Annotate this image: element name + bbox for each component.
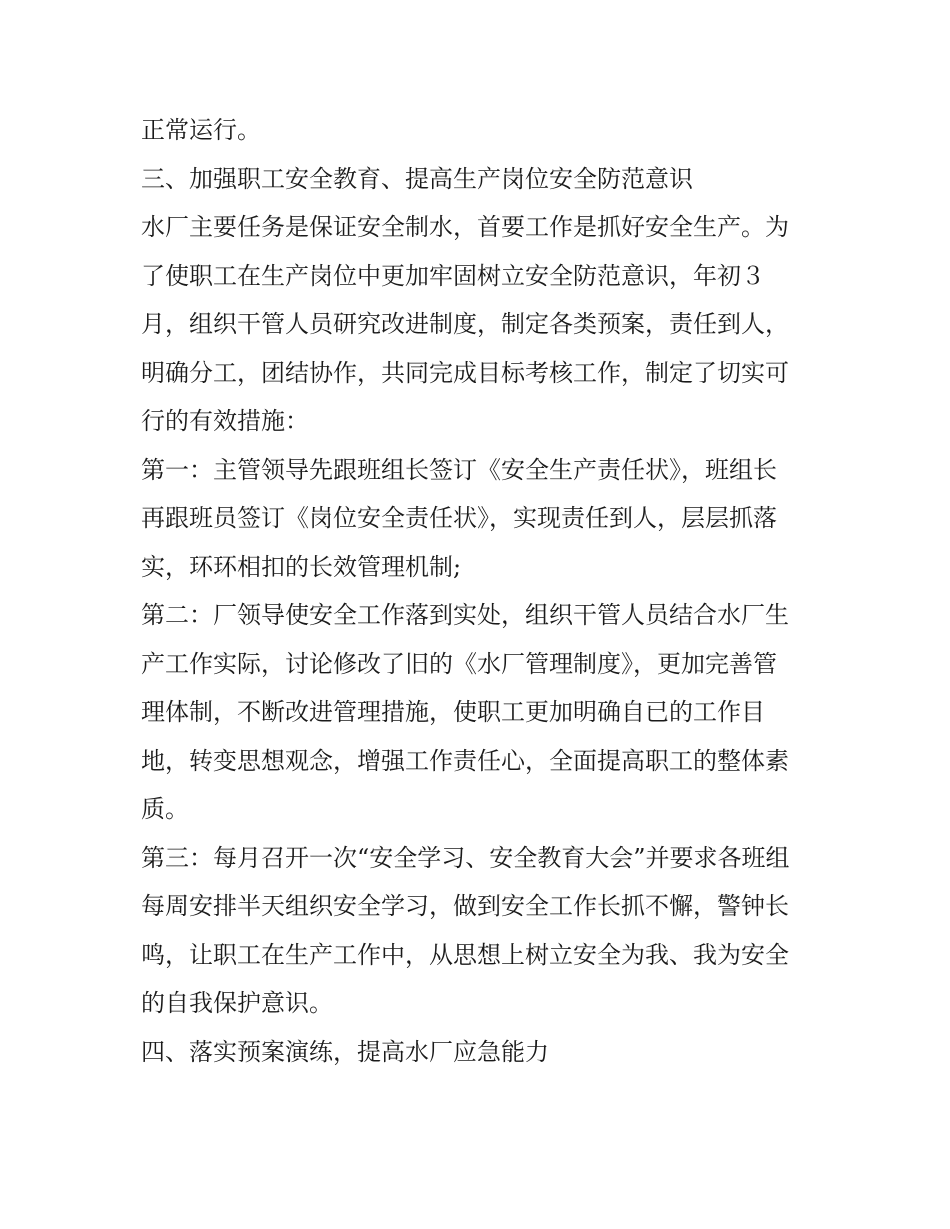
text-line-15: 质。: [141, 795, 189, 823]
text-line-13: 理体制，不断改进管理措施，使职工更加明确自已的工作目: [141, 698, 765, 726]
section-heading-4: 四、落实预案演练，提高水厂应急能力: [141, 1037, 549, 1066]
text-line-19: 的自我保护意识。: [141, 989, 333, 1017]
text-line-16: 第三：每月召开一次“安全学习、安全教育大会”并要求各班组: [141, 843, 790, 872]
text-line-4: 了使职工在生产岗位中更加牢固树立安全防范意识，年初３: [141, 261, 765, 290]
document-body: [141, 106, 821, 1076]
text-line-17: 每周安排半天组织安全学习，做到安全工作长抓不懈，警钟长: [141, 892, 789, 920]
text-line-6: 明确分工，团结协作，共同完成目标考核工作，制定了切实可: [141, 358, 789, 387]
text-line-9: 再跟班员签订《岗位安全责任状》，实现责任到人，层层抓落: [141, 504, 777, 532]
text-line-12: 产工作实际，讨论修改了旧的《水厂管理制度》，更加完善管: [141, 649, 777, 678]
text-line-3: 水厂主要任务是保证安全制水，首要工作是抓好安全生产。为: [141, 213, 789, 241]
section-heading-3: 三、加强职工安全教育、提高生产岗位安全防范意识: [141, 164, 693, 193]
text-line-18: 鸣，让职工在生产工作中，从思想上树立安全为我、我为安全: [141, 940, 789, 969]
text-line-8: 第一：主管领导先跟班组长签订《安全生产责任状》，班组长: [141, 455, 777, 484]
text-line-14: 地，转变思想观念，增强工作责任心，全面提高职工的整体素: [141, 746, 789, 775]
text-line-7: 行的有效措施：: [141, 407, 309, 435]
text-line-10: 实，环环相扣的长效管理机制;: [141, 552, 462, 581]
text-line-1: 正常运行。: [141, 116, 261, 144]
text-line-5: 月，组织干管人员研究改进制度，制定各类预案，责任到人，: [141, 310, 789, 338]
text-line-11: 第二：厂领导使安全工作落到实处，组织干管人员结合水厂生: [141, 601, 789, 629]
